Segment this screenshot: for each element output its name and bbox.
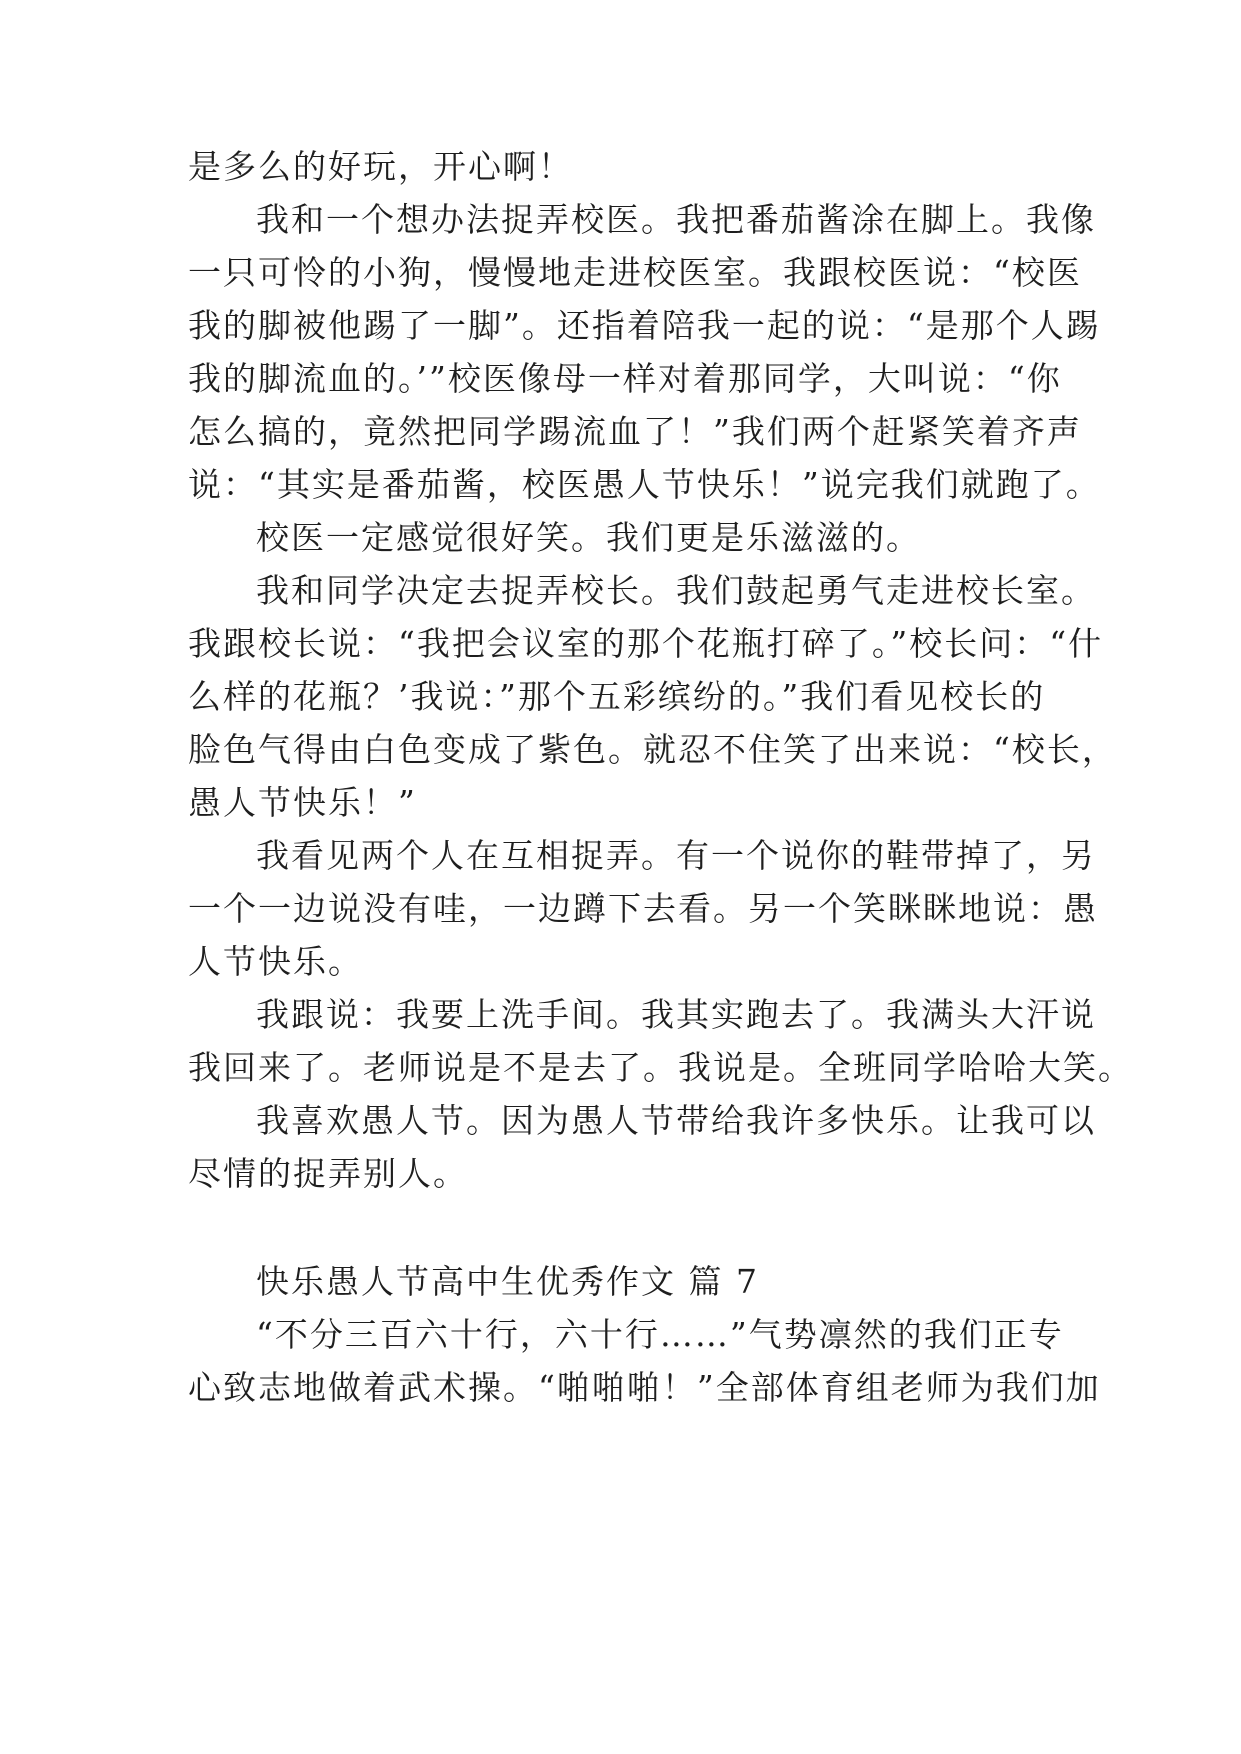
text-line: 我回来了。老师说是不是去了。我说是。全班同学哈哈大笑。	[188, 1048, 1133, 1087]
text-line: 脸色气得由白色变成了紫色。就忍不住笑了出来说：“校长，	[188, 730, 1117, 769]
text-line: 一个一边说没有哇，一边蹲下去看。另一个笑眯眯地说：愚	[188, 889, 1098, 928]
paragraph-start: 我和同学决定去捉弄校长。我们鼓起勇气走进校长室。	[256, 571, 1096, 610]
text-line: 我的脚流血的。’”校医像母一样对着那同学，大叫说：“你	[188, 359, 1062, 398]
text-line: 怎么搞的，竟然把同学踢流血了！”我们两个赶紧笑着齐声	[188, 412, 1082, 451]
text-line: 么样的花瓶？’我说：”那个五彩缤纷的。”我们看见校长的	[188, 677, 1046, 716]
paragraph-start: 校医一定感觉很好笑。我们更是乐滋滋的。	[256, 518, 921, 557]
text-line: 心致志地做着武术操。“啪啪啪！”全部体育组老师为我们加	[188, 1368, 1101, 1407]
text-line: 我跟校长说：“我把会议室的那个花瓶打碎了。”校长问：“什	[188, 624, 1104, 663]
text-line: 是多么的好玩，开心啊！	[188, 147, 573, 186]
paragraph-start: 我喜欢愚人节。因为愚人节带给我许多快乐。让我可以	[256, 1101, 1096, 1140]
paragraph-start: 我和一个想办法捉弄校医。我把番茄酱涂在脚上。我像	[256, 200, 1096, 239]
paragraph-start: 我看见两个人在互相捉弄。有一个说你的鞋带掉了，另	[256, 836, 1096, 875]
text-line: 愚人节快乐！”	[188, 783, 417, 822]
text-line: 我的脚被他踢了一脚”。还指着陪我一起的说：“是那个人踢	[188, 306, 1101, 345]
paragraph-start: 我跟说：我要上洗手间。我其实跑去了。我满头大汗说	[256, 995, 1096, 1034]
section-heading: 快乐愚人节高中生优秀作文 篇 7	[256, 1262, 759, 1301]
paragraph-start: “不分三百六十行，六十行……”气势凛然的我们正专	[256, 1315, 1064, 1354]
text-line: 人节快乐。	[188, 942, 363, 981]
text-line: 说：“其实是番茄酱，校医愚人节快乐！”说完我们就跑了。	[188, 465, 1101, 504]
text-line: 一只可怜的小狗，慢慢地走进校医室。我跟校医说：“校医	[188, 253, 1082, 292]
text-line: 尽情的捉弄别人。	[188, 1154, 468, 1193]
